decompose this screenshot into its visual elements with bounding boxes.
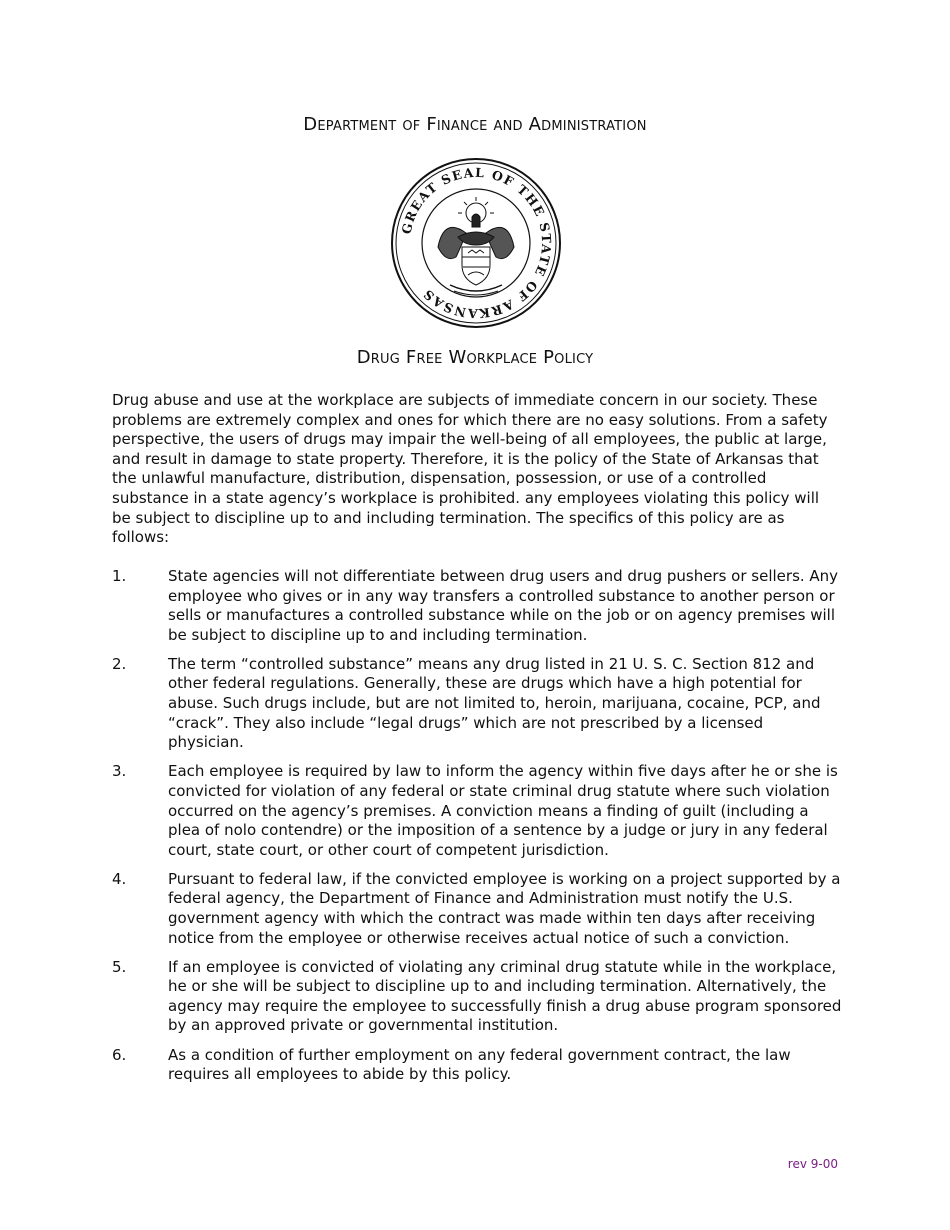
list-item [112, 655, 842, 753]
list-item [112, 762, 842, 860]
item-text: The term “controlled substance” means any drug listed in 21 U. S. C. Section 812 and other federal regulations. Generally, these are drugs which have a high potential for abuse. Such drugs include, but are not limited to, heroin, marijuana, cocaine, PCP, and “crack”. They also include “legal drugs” which are not prescribed by a licensed physician. [168, 654, 821, 752]
item-text: Pursuant to federal law, if the convicted employee is working on a project supported by a federal agency, the Department of Finance and Administration must notify the U.S. government agency with which the contract was made within ten days after receiving notice from the employee or otherwise receives actual notice of such a conviction. [168, 869, 841, 947]
seal-text: GREAT SEAL OF THE STATE OF ARKANSAS [398, 164, 555, 322]
policy-title: Drug Free Workplace Policy [356, 347, 594, 368]
item-number: 1. [112, 567, 127, 585]
policy-list [112, 567, 842, 1094]
item-number: 2. [112, 654, 127, 673]
department-heading: Department of Finance and Administration [303, 114, 647, 135]
item-text: As a condition of further employment on any federal government contract, the law requires all employees to abide by this policy. [168, 1045, 791, 1084]
revision-label: rev 9-00 [787, 1157, 838, 1171]
item-number: 3. [112, 762, 127, 781]
state-seal-icon [388, 155, 564, 331]
item-number: 4. [112, 869, 127, 888]
item-text: If an employee is convicted of violating any criminal drug statute while in the workplace, he or she will be subject to discipline up to and including termination. Alternatively, the agency may require the employee to successfully finish a drug abuse program sponsored by an approved private or governmental institution. [168, 957, 842, 1035]
item-text: State agencies will not differentiate between drug users and drug pushers or sellers. Any employee who gives or in any way transfers a controlled substance to another person or sells or manufactures a controlled substance while on the job or on agency premises will be subject to discipline up to and including termination. [168, 567, 839, 644]
list-item [112, 958, 842, 1036]
list-item [112, 1046, 842, 1085]
list-item [112, 567, 842, 645]
intro-paragraph: Drug abuse and use at the workplace are subjects of immediate concern in our society. These problems are extremely complex and ones for which there are no easy solutions. From a safety perspective, the users of drugs may impair the well-being of all employees, the public at large, and result in damage to state property. Therefore, it is the policy of the State of Arkansas that the unlawful manufacture, distribution, dispensation, possession, or use of a controlled substance in a state agency’s workplace is prohibited. any employees violating this policy will be subject to discipline up to and including termination. The specifics of this policy are as follows: [112, 391, 828, 547]
item-number: 5. [112, 957, 127, 976]
item-text: Each employee is required by law to inform the agency within five days after he or she is convicted for violation of any federal or state criminal drug statute where such violation occurred on the agency’s premises. A conviction means a finding of guilt (including a plea of nolo contendre) or the imposition of a sentence by a judge or jury in any federal court, state court, or other court of competent jurisdiction. [168, 762, 838, 859]
list-item [112, 870, 842, 948]
item-number: 6. [112, 1045, 127, 1064]
